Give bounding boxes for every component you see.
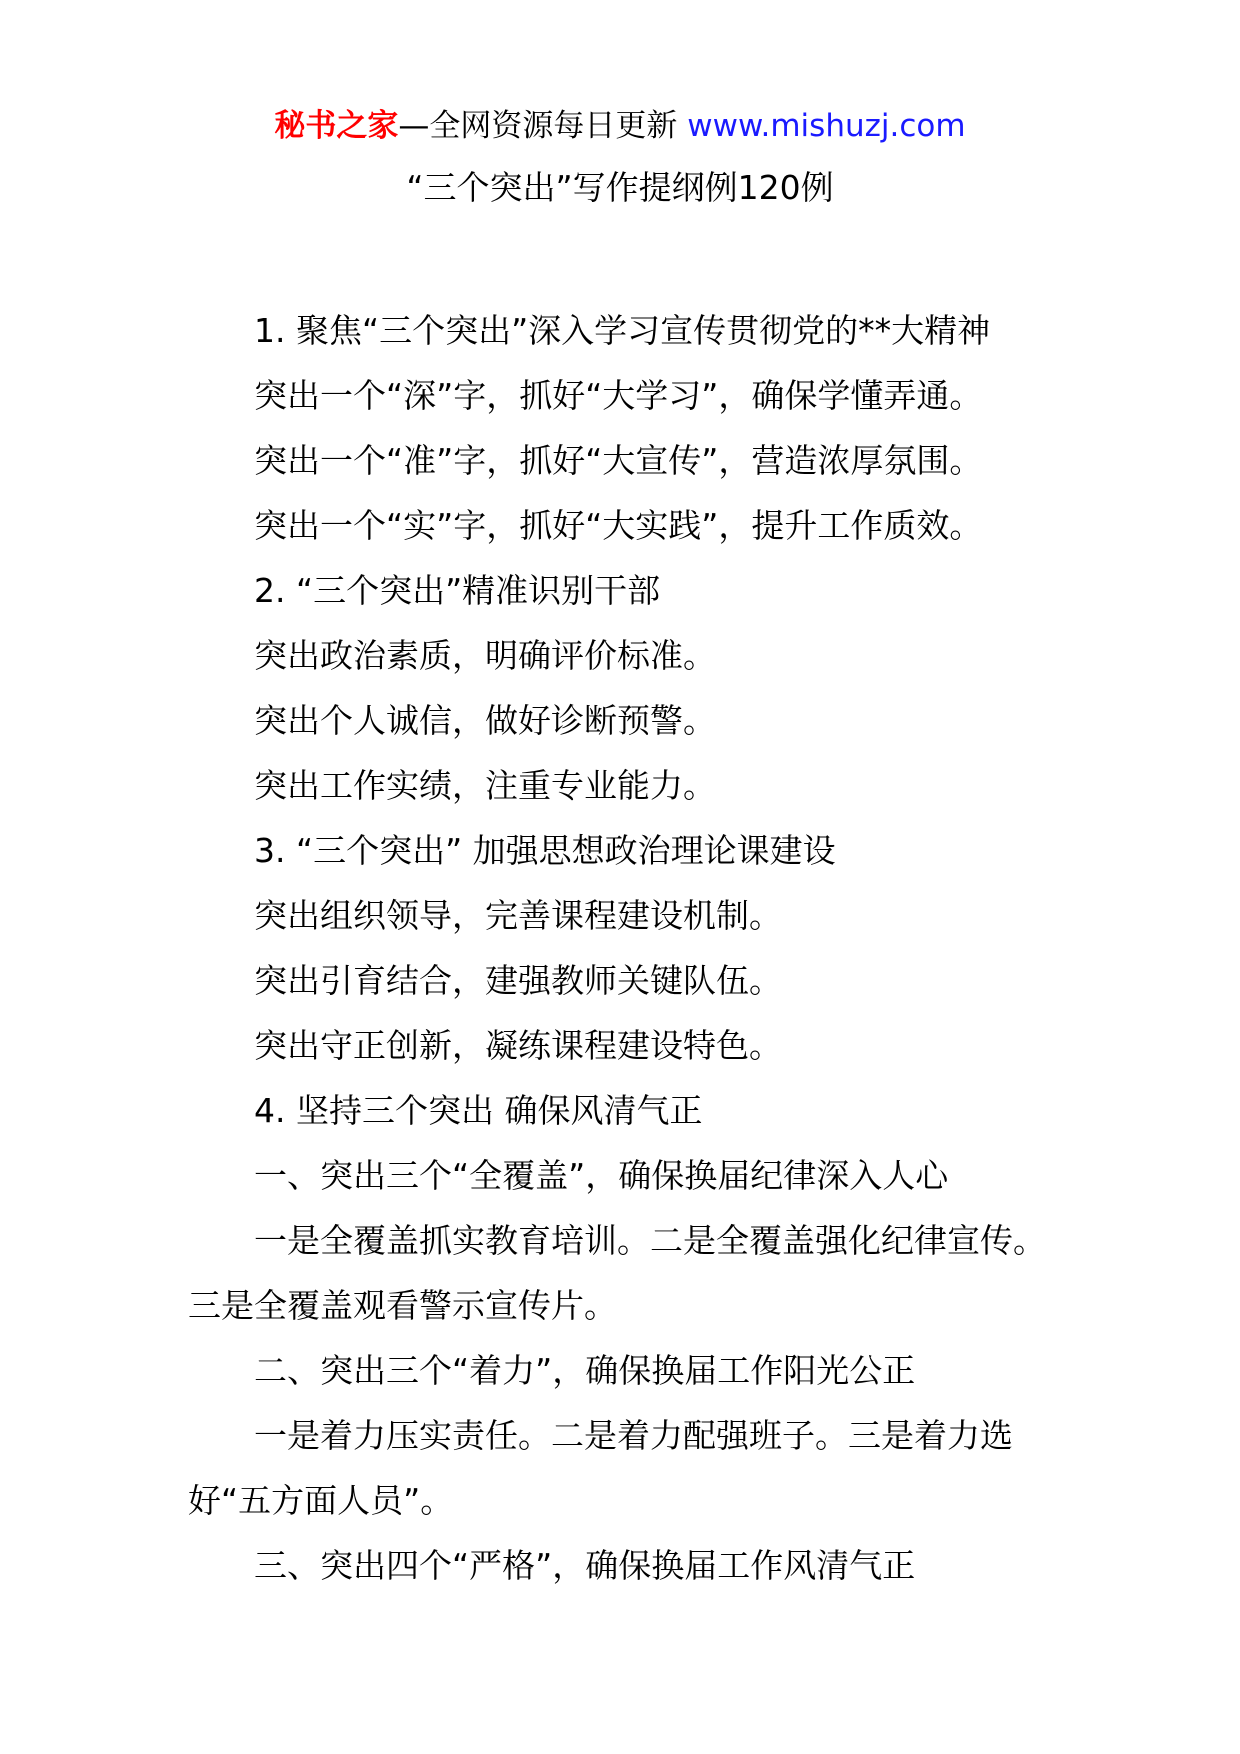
paragraph: 突出工作实绩，注重专业能力。	[254, 766, 716, 805]
section-heading-3: 3. “三个突出” 加强思想政治理论课建设	[254, 831, 836, 870]
paragraph: 一是全覆盖抓实教育培训。二是全覆盖强化纪律宣传。三是全覆盖观看警示宣传片。	[188, 1221, 1046, 1325]
document-title: “三个突出”写作提纲例120例	[406, 168, 834, 207]
paragraph: 一是着力压实责任。二是着力配强班子。三是着力选好“五方面人员”。	[188, 1416, 1013, 1520]
brand-name: 秘书之家	[274, 108, 399, 144]
section-heading-1: 1. 聚焦“三个突出”深入学习宣传贯彻党的**大精神	[254, 311, 991, 350]
site-url-link[interactable]: www.mishuzj.com	[687, 108, 966, 144]
paragraph: 突出一个“实”字，抓好“大实践”，提升工作质效。	[254, 506, 983, 545]
site-header	[0, 104, 1240, 148]
paragraph: 突出个人诚信，做好诊断预警。	[254, 701, 716, 740]
site-slogan: —全网资源每日更新	[398, 108, 688, 144]
paragraph: 突出一个“准”字，抓好“大宣传”，营造浓厚氛围。	[254, 441, 983, 480]
document-body	[188, 298, 1068, 1598]
section-heading-2: 2. “三个突出”精准识别干部	[254, 571, 661, 610]
paragraph: 突出一个“深”字，抓好“大学习”，确保学懂弄通。	[254, 376, 983, 415]
subsection-heading: 三、突出四个“严格”，确保换届工作风清气正	[254, 1546, 916, 1585]
paragraph: 突出政治素质，明确评价标准。	[254, 636, 716, 675]
paragraph: 突出组织领导，完善课程建设机制。	[254, 896, 782, 935]
subsection-heading: 二、突出三个“着力”，确保换届工作阳光公正	[254, 1351, 916, 1390]
subsection-heading: 一、突出三个“全覆盖”，确保换届纪律深入人心	[254, 1156, 949, 1195]
section-heading-4: 4. 坚持三个突出 确保风清气正	[254, 1091, 703, 1130]
paragraph: 突出守正创新，凝练课程建设特色。	[254, 1026, 782, 1065]
paragraph: 突出引育结合，建强教师关键队伍。	[254, 961, 782, 1000]
